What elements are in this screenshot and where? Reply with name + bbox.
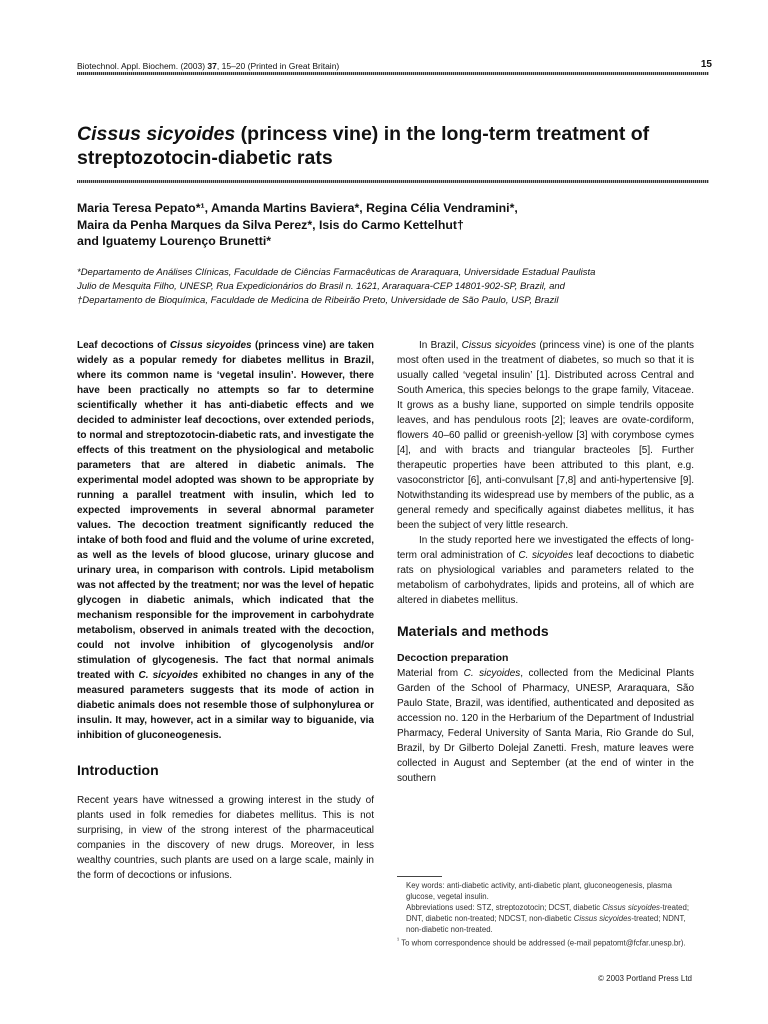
title-rule	[77, 180, 709, 183]
introduction-heading: Introduction	[77, 762, 159, 778]
abstract-species-2: C. sicyoides	[138, 670, 199, 681]
affiliation-line-1: *Departamento de Análises Clínicas, Faculdade de Ciências Farmacêuticas de Araraquara, Universidade Estadual Paulista	[77, 267, 596, 278]
methods-heading: Materials and methods	[397, 623, 549, 639]
abbr-species-1: Cissus sicyoides	[602, 903, 660, 912]
title-species: Cissus sicyoides	[77, 123, 236, 145]
intro-p3-text-2: leaf decoctions to diabetic rats on physiological variables and parameters related to the metabolism of carbohydrates, lipids and proteins, all of which are altered in diabetes mellitus.	[397, 550, 694, 606]
authors-line-3: and Iguatemy Lourenço Brunetti*	[77, 234, 272, 248]
footnote-rule	[397, 876, 442, 877]
journal-citation	[77, 60, 339, 72]
abbr-text-2: -treated; DNT, diabetic non-treated; NDCST, non-diabetic	[406, 903, 689, 923]
abbreviations-footnote	[397, 902, 697, 935]
abstract-text-2: (princess vine) are taken widely as a popular remedy for diabetes mellitus in Brazil, where its common name is ‘vegetal insulin’. However, there have been practically no attempts so far to determine scientifically whether it has anti-diabetic effects and we decided to administer leaf decoctions, over extended periods, to normal and streptozotocin-diabetic rats, and investigate the effects of this treatment on the physiological and metabolic parameters that are altered in diabetic animals. The experimental model adopted was shown to be appropriate by running a parallel treatment with insulin, which led to expected improvements in several abnormal parameter values. The decoction treatment significantly reduced the intake of both food and fluid and the volume of urine excreted, as well as the levels of blood glucose, urinary glucose and urinary urea, in comparison with controls. Lipid metabolism was not affected by the treatment; nor was the level of hepatic glycogen in diabetic animals, which indicated that the mechanism responsible for the improvement in carbohydrate metabolism, observed in animals treated with the decoction, could not involve inhibition of glycogenolysis and/or stimulation of glycogenesis. The fact that normal animals treated with	[77, 340, 374, 681]
intro-p2-text-2: (princess vine) is one of the plants most often used in the treatment of diabetes, so much so that it is usually called ‘vegetal insulin’ [1]. Distributed across Central and South America, this species belongs to the grape family, Vitaceae. It grows as a bushy liane, supported on simple tendrils opposite leaves, and has pendulous roots [2]; leaves are ovate-cordiform, flowers 40–60 pallid or greenish-yellow [3] with corymbose cymes [4], and with bracts and triangular bracteoles [5]. Further therapeutic properties have been attributed to this plant, e.g. vasoconstrictor [6], anti-convulsant [7,8] and anti-hypertensive [9]. Notwithstanding its widespread use by members of the public, as a general remedy and specifically against diabetes mellitus, it has been the subject of very little research.	[397, 340, 694, 531]
intro-p3-species: C. sicyoides	[518, 550, 574, 561]
right-column	[397, 338, 694, 786]
abstract-text-3: exhibited no changes in any of the measured parameters suggests that its mode of action in diabetic animals does not resemble those of sulphonylurea or insulin. It may, however, act in a similar way to biguanide, via inhibition of gluconeogenesis.	[77, 670, 374, 741]
methods-p1-species: C. sicyoides	[463, 668, 521, 679]
methods-paragraph-1	[397, 666, 694, 786]
footnotes	[397, 880, 697, 950]
copyright-notice: © 2003 Portland Press Ltd	[598, 974, 692, 983]
affiliation-line-2: Julio de Mesquita Filho, UNESP, Rua Expedicionários do Brasil n. 1621, Araraquara-CEP 14801-902-SP, Brazil, and	[77, 281, 565, 292]
authors-line-2: Maira da Penha Marques da Silva Perez*, Isis do Carmo Kettelhut†	[77, 217, 464, 232]
journal-volume: 37	[207, 61, 217, 71]
left-column	[77, 338, 374, 883]
author-list	[77, 200, 717, 250]
header-rule	[77, 72, 709, 75]
abbr-text-1: Abbreviations used: STZ, streptozotocin; DCST, diabetic	[406, 903, 603, 912]
introduction-paragraph-1: Recent years have witnessed a growing interest in the study of plants used in folk remedies for diabetes mellitus. This is not surprising, in view of the strong interest of the pharmaceutical companies in the discovery of new drugs. Moreover, in less wealthy countries, such plants are used on a large scale, mainly in the form of decoctions or infusions.	[77, 795, 374, 881]
authors-line-1: Maria Teresa Pepato*¹, Amanda Martins Baviera*, Regina Célia Vendramini*,	[77, 201, 518, 215]
decoction-subheading: Decoction preparation	[397, 652, 509, 664]
abbr-text-3: -treated; NDNT, non-diabetic non-treated.	[406, 914, 686, 934]
introduction-paragraph-3	[397, 533, 694, 608]
correspondence-marker: ¹	[397, 937, 400, 944]
methods-p1-text-1: Material from	[397, 668, 464, 679]
journal-citation-suffix: , 15–20 (Printed in Great Britain)	[216, 61, 340, 71]
abstract-species-1: Cissus sicyoides	[169, 340, 252, 351]
introduction-paragraph-2	[397, 338, 694, 533]
abstract	[77, 338, 374, 743]
affiliation-line-3: †Departamento de Bioquímica, Faculdade de Medicina de Ribeirão Preto, Universidade de São Paulo, USP, Brazil	[77, 295, 559, 306]
intro-p2-species: Cissus sicyoides	[461, 340, 537, 351]
abstract-text-1: Leaf decoctions of	[77, 340, 170, 351]
journal-citation-prefix: Biotechnol. Appl. Biochem. (2003)	[77, 61, 208, 71]
abbr-species-2: Cissus sicyoides	[573, 914, 632, 923]
correspondence-text: To whom correspondence should be addressed (e-mail pepatomt@fcfar.unesp.br).	[399, 938, 686, 948]
intro-p3-text-1: In the study reported here we investigated the effects of long-term oral administration of	[397, 535, 694, 561]
article-title	[77, 122, 717, 170]
page-number: 15	[700, 59, 712, 70]
keywords-footnote: Key words: anti-diabetic activity, anti-diabetic plant, gluconeogenesis, plasma glucose, vegetal insulin.	[406, 881, 672, 901]
correspondence-footnote	[397, 935, 697, 949]
methods-p1-text-2: , collected from the Medicinal Plants Garden of the School of Pharmacy, UNESP, Araraquara, São Paulo State, Brazil, was identified, authenticated and deposited as accession no. 120 in the Herbarium of the Department of Industrial Pharmacy, Federal University of Santa Maria, Rio Grande do Sul, Brazil, by Dr Gilberto Dolejal Zanetti. Fresh, mature leaves were collected in August and September (at the end of winter in the southern	[397, 668, 695, 784]
intro-p2-text-1: In Brazil,	[419, 340, 462, 351]
affiliations	[77, 266, 717, 308]
title-line2: streptozotocin-diabetic rats	[77, 147, 333, 169]
title-line1-rest: (princess vine) in the long-term treatment of	[235, 123, 650, 145]
